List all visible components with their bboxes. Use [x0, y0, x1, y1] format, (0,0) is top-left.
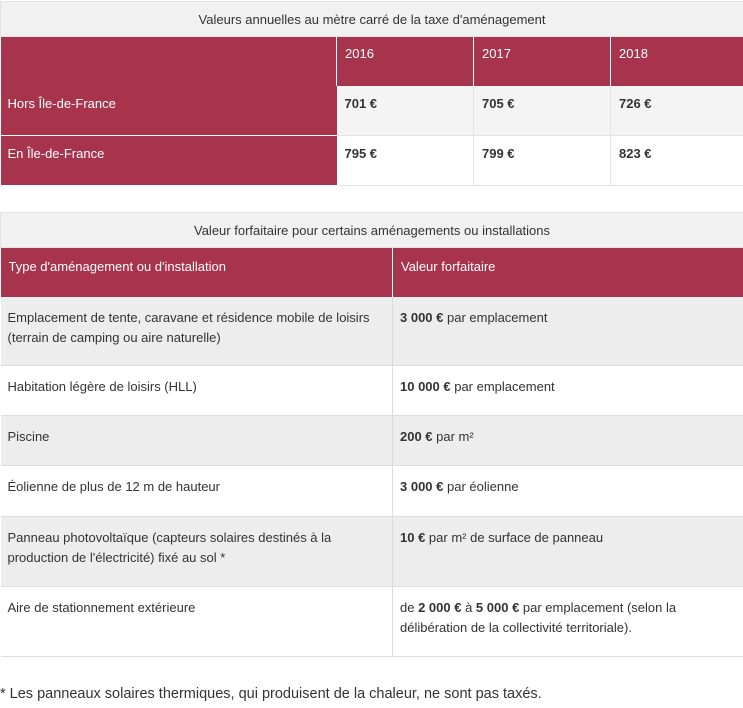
value-cell	[393, 366, 743, 416]
amount: 3 000 €	[400, 479, 444, 494]
amount-suffix: par emplacement	[450, 379, 555, 394]
table-caption: Valeur forfaitaire pour certains aménagements ou installations	[1, 213, 743, 248]
type-cell: Aire de stationnement extérieure	[1, 587, 393, 657]
column-header-2018: 2018	[611, 37, 743, 86]
amount: 10 000 €	[400, 379, 451, 394]
table-cell: 795 €	[337, 136, 474, 186]
amount: 2 000 €	[418, 600, 462, 615]
type-cell: Panneau photovoltaïque (capteurs solaires destinés à la production de l'électricité) fixé au sol *	[1, 517, 393, 587]
column-header-type: Type d'aménagement ou d'installation	[1, 248, 393, 297]
value-cell	[393, 416, 743, 466]
table-row	[1, 587, 743, 657]
flat-rate-values-table	[0, 212, 743, 657]
column-header-2016: 2016	[337, 37, 474, 86]
type-cell: Emplacement de tente, caravane et résidence mobile de loisirs (terrain de camping ou aire naturelle)	[1, 297, 393, 366]
table-row	[1, 416, 743, 466]
amount-suffix: par emplacement	[443, 309, 548, 325]
value-cell	[393, 517, 743, 587]
table-row	[1, 517, 743, 587]
table-row	[1, 86, 743, 136]
annual-values-table	[0, 1, 743, 186]
amount-suffix: par m²	[432, 429, 474, 444]
table-row	[1, 136, 743, 186]
type-cell: Habitation légère de loisirs (HLL)	[1, 366, 393, 416]
value-cell	[393, 297, 743, 366]
amount: 10 €	[400, 530, 426, 545]
row-header: Hors Île-de-France	[1, 86, 337, 136]
table-cell: 701 €	[337, 86, 474, 136]
amount-middle: à	[461, 600, 476, 615]
table-header-row	[1, 248, 743, 297]
value-cell	[393, 587, 743, 657]
footnote: * Les panneaux solaires thermiques, qui produisent de la chaleur, ne sont pas taxés.	[0, 686, 542, 702]
amount-prefix: de	[400, 600, 419, 615]
value-cell	[393, 466, 743, 517]
table-cell: 799 €	[474, 136, 611, 186]
column-header-empty	[1, 37, 337, 86]
table-caption-row	[1, 2, 743, 37]
row-header: En Île-de-France	[1, 136, 337, 186]
table-row	[1, 366, 743, 416]
amount-suffix: par emplacement (selon la délibération de la collectivité territoriale).	[400, 600, 677, 635]
table-header-row	[1, 37, 743, 86]
amount: 200 €	[400, 429, 433, 444]
column-header-value: Valeur forfaitaire	[393, 248, 743, 297]
table-cell: 705 €	[474, 86, 611, 136]
amount: 3 000 €	[400, 309, 444, 325]
type-cell: Éolienne de plus de 12 m de hauteur	[1, 466, 393, 517]
amount-max: 5 000 €	[475, 600, 520, 615]
type-cell: Piscine	[1, 416, 393, 466]
table-cell: 726 €	[611, 86, 743, 136]
column-header-2017: 2017	[474, 37, 611, 86]
table-row	[1, 466, 743, 517]
amount-suffix: par m² de surface de panneau	[425, 530, 604, 545]
table-cell: 823 €	[611, 136, 743, 186]
table-caption-row	[1, 213, 743, 248]
amount-suffix: par éolienne	[443, 479, 519, 494]
table-row	[1, 297, 743, 366]
table-caption: Valeurs annuelles au mètre carré de la taxe d'aménagement	[1, 2, 743, 37]
